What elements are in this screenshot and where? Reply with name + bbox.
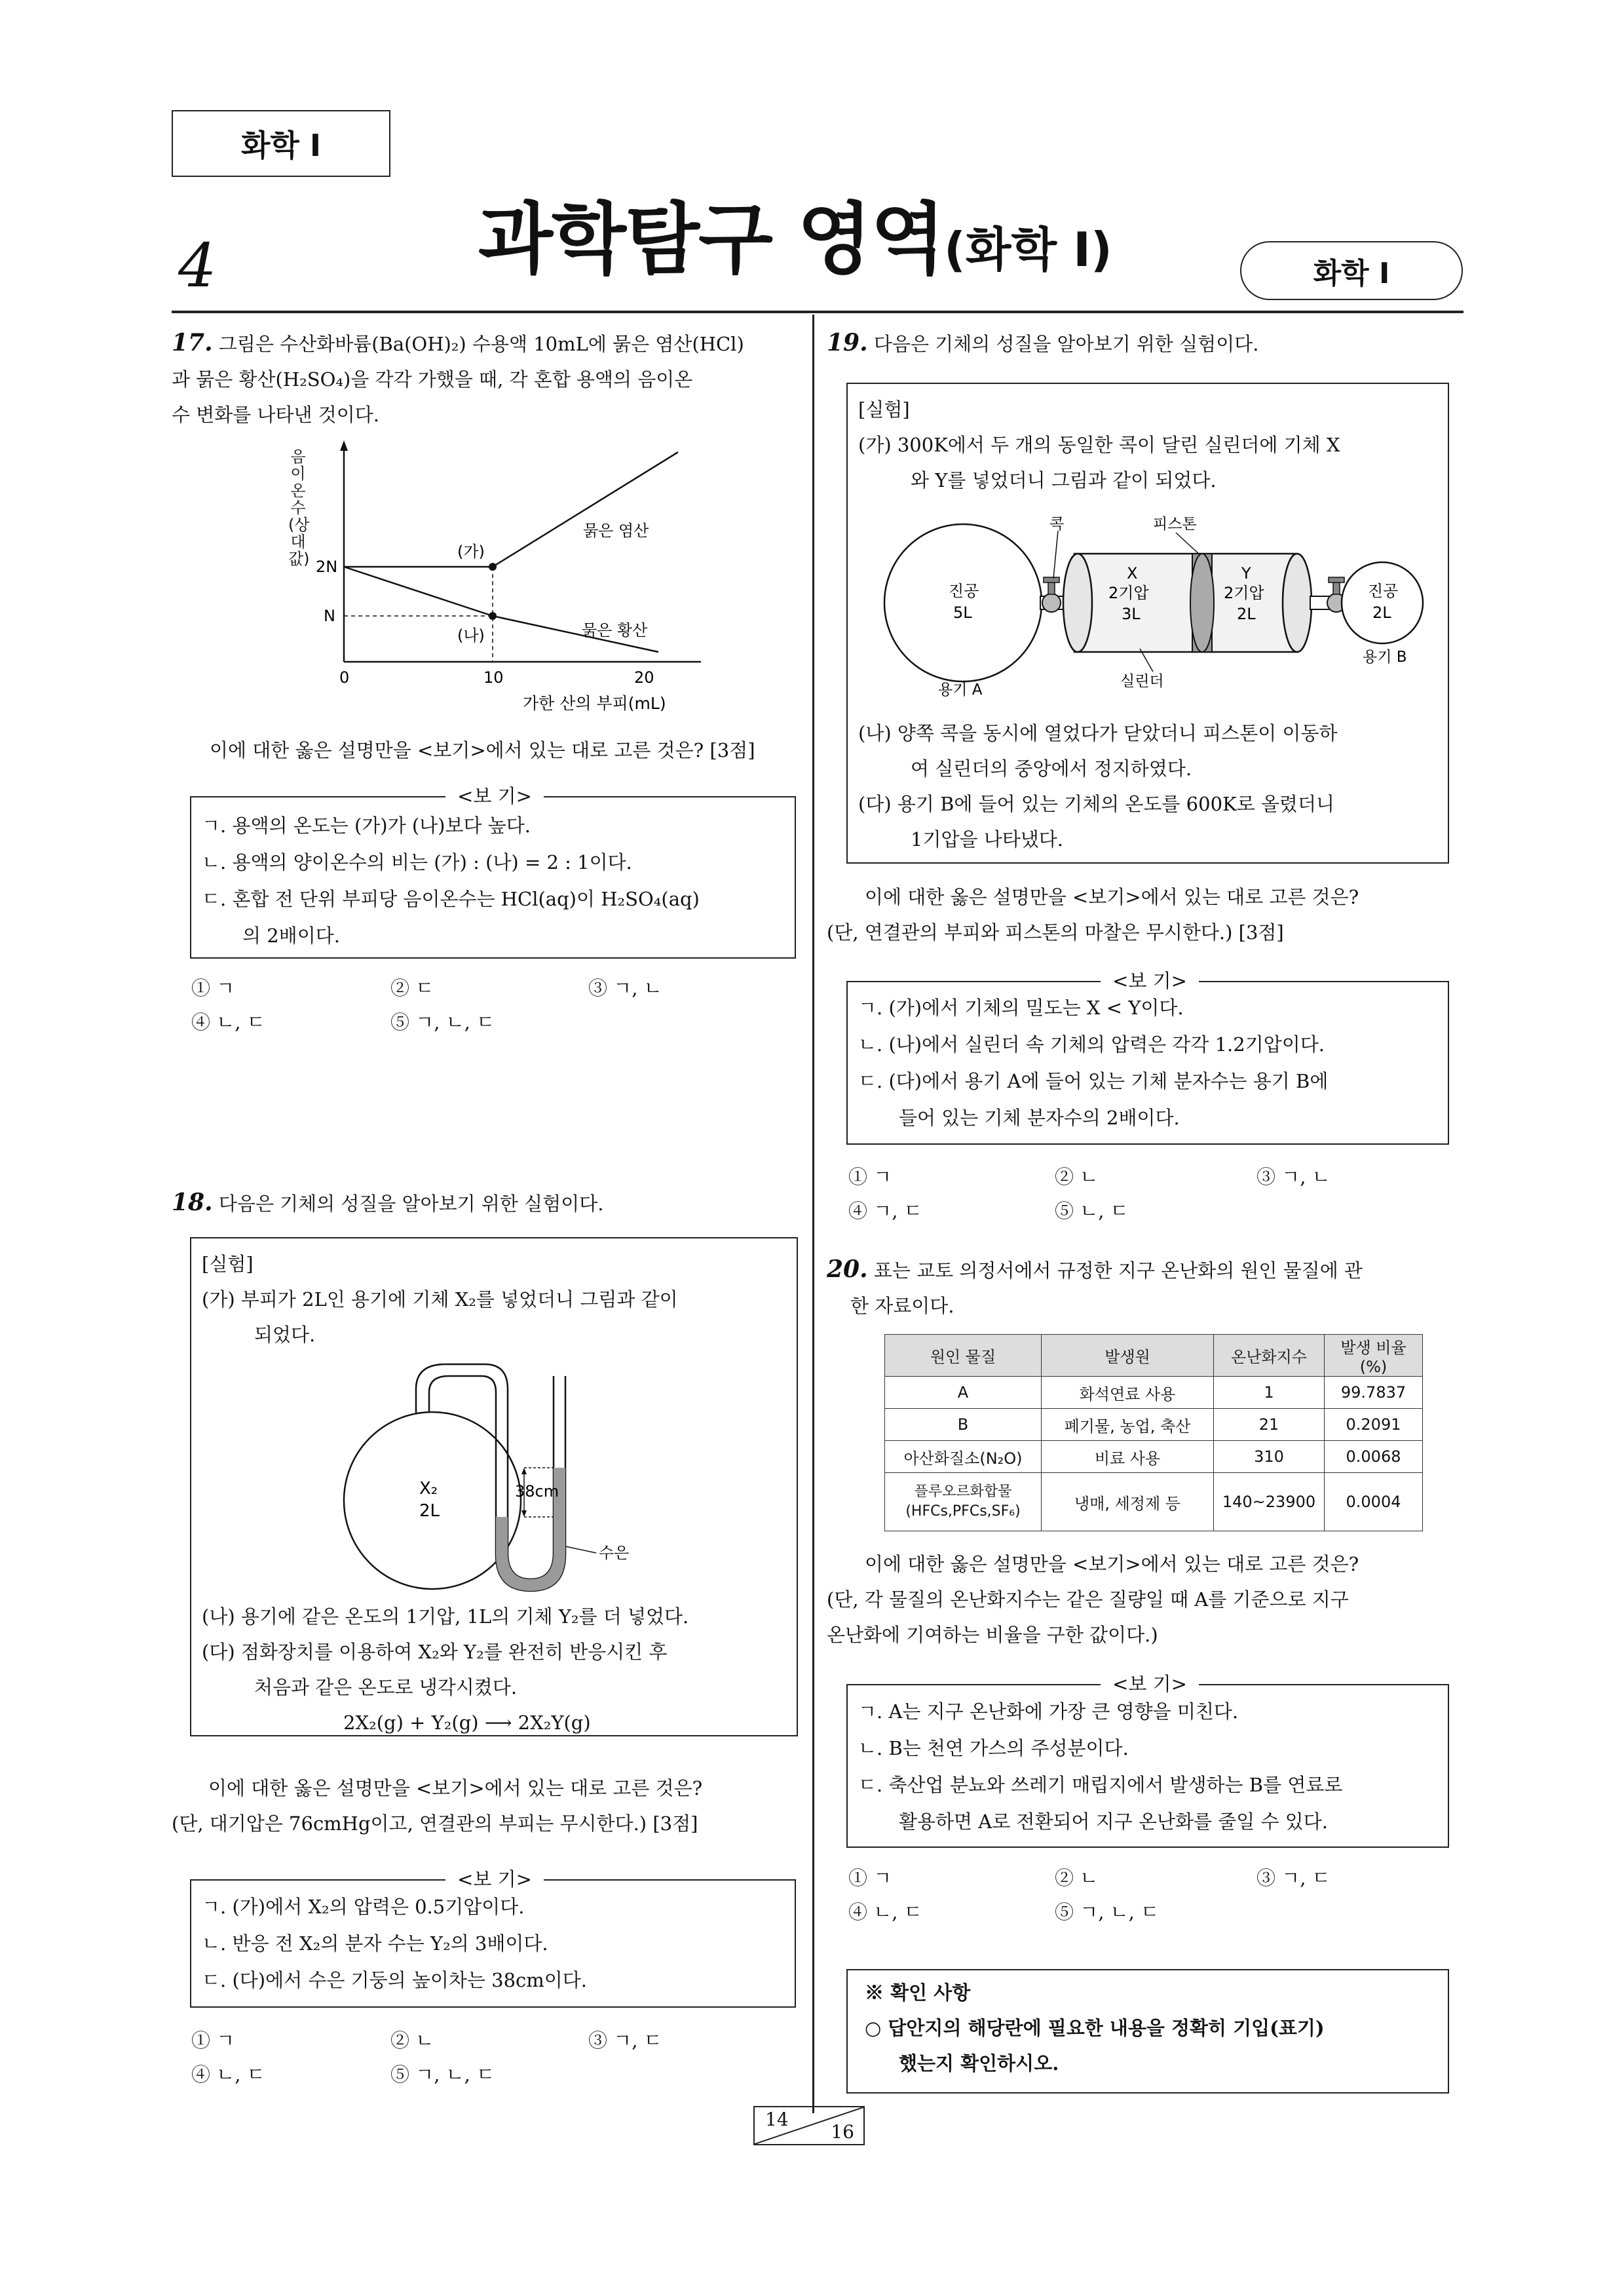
- q18-question-line1: 이에 대한 옳은 설명만을 <보기>에서 있는 대로 고른 것은?: [208, 1777, 703, 1799]
- q20-choice-2[interactable]: ② ㄴ: [1055, 1867, 1099, 1889]
- q20-question-line3: 온난화에 기여하는 비율을 구한 값이다.): [827, 1624, 1158, 1646]
- label-y-volume: 2L: [1237, 605, 1256, 623]
- q19-da-line1: (다) 용기 B에 들어 있는 기체의 온도를 600K로 올렸더니: [858, 793, 1334, 815]
- q20-number: 20.: [827, 1255, 868, 1283]
- q20-boki-3: ㄷ. 축산업 분뇨와 쓰레기 매립지에서 발생하는 B를 연료로: [858, 1774, 1343, 1796]
- xtick-20: 20: [634, 668, 654, 687]
- q19-stem: [827, 325, 1456, 362]
- q20-choice-5[interactable]: ⑤ ㄱ, ㄴ, ㄷ: [1055, 1901, 1160, 1923]
- q20-boki-head: <보 기>: [1101, 1671, 1199, 1697]
- xtick-10: 10: [483, 668, 504, 687]
- q17-text-line2: 과 묽은 황산(H₂SO₄)을 각각 가했을 때, 각 혼합 용액의 음이온: [172, 368, 693, 391]
- footer-total: 16: [831, 2121, 854, 2143]
- cell-fluoro-gwp: 140~23900: [1214, 1473, 1325, 1531]
- q19-choice-2[interactable]: ② ㄴ: [1055, 1166, 1099, 1188]
- q19-boki-head: <보 기>: [1101, 968, 1199, 994]
- q17-choice-3[interactable]: ③ ㄱ, ㄴ: [588, 977, 662, 999]
- q20-title-line1: 표는 교토 의정서에서 규정한 지구 온난화의 원인 물질에 관: [873, 1259, 1363, 1282]
- header-rule: [172, 311, 1463, 313]
- cell-b-ratio: 0.2091: [1325, 1409, 1423, 1441]
- q19-title: 다음은 기체의 성질을 알아보기 위한 실험이다.: [873, 333, 1259, 355]
- q18-number: 18.: [172, 1189, 213, 1216]
- label-cock: 콕: [1049, 516, 1065, 533]
- label-hcl: 묽은 염산: [583, 522, 649, 540]
- cell-b-gwp: 21: [1214, 1409, 1325, 1441]
- q19-boki-2: ㄴ. (나)에서 실린더 속 기체의 압력은 각각 1.2기압이다.: [858, 1033, 1325, 1056]
- q19-question-line1: 이에 대한 옳은 설명만을 <보기>에서 있는 대로 고른 것은?: [865, 886, 1359, 908]
- q18-boki-list: [202, 1888, 785, 1999]
- cell-b-source: 폐기물, 농업, 축산: [1042, 1409, 1214, 1441]
- q20-boki-4: 활용하면 A로 전환되어 지구 온난화를 줄일 수 있다.: [899, 1810, 1328, 1833]
- subject-tag: 화학 Ⅰ: [240, 128, 321, 163]
- label-y-pressure: 2기압: [1224, 584, 1264, 602]
- label-vacuum-a: 진공: [949, 582, 979, 600]
- table-row: [885, 1473, 1423, 1531]
- q18-experiment: [202, 1246, 788, 1352]
- label-mercury: 수은: [599, 1544, 630, 1562]
- label-vessel-b: 용기 B: [1363, 649, 1407, 666]
- table-row: [885, 1441, 1423, 1473]
- q20-question-line1: 이에 대한 옳은 설명만을 <보기>에서 있는 대로 고른 것은?: [865, 1553, 1359, 1575]
- q19-number: 19.: [827, 329, 868, 356]
- q19-question: [827, 879, 1456, 950]
- q19-na-line1: (나) 양쪽 콕을 동시에 열었다가 닫았더니 피스톤이 이동하: [858, 722, 1338, 744]
- q18-ga-line1: (가) 부피가 2L인 용기에 기체 X₂를 넣었더니 그림과 같이: [202, 1288, 678, 1311]
- q19-exp-head: [실험]: [858, 398, 910, 421]
- notice-head: ※ 확인 사항: [865, 1981, 971, 2004]
- cell-n2o-ratio: 0.0068: [1325, 1441, 1423, 1473]
- q19-boki-list: [858, 989, 1441, 1136]
- q17-choice-1[interactable]: ① ㄱ: [191, 977, 235, 999]
- cell-b: B: [885, 1409, 1042, 1441]
- q19-choice-5[interactable]: ⑤ ㄴ, ㄷ: [1055, 1200, 1129, 1222]
- q20-stem: [827, 1252, 1456, 1324]
- q19-apparatus: [878, 514, 1428, 701]
- page-footer: [753, 2106, 865, 2145]
- table-header-row: [885, 1335, 1423, 1377]
- q18-boki-3: ㄷ. (다)에서 수은 기둥의 높이차는 38cm이다.: [202, 1969, 588, 1991]
- label-x2: X₂: [419, 1479, 438, 1499]
- q19-na-line2: 여 실린더의 중앙에서 정지하였다.: [911, 757, 1192, 780]
- q17-choice-2[interactable]: ② ㄷ: [390, 977, 434, 999]
- cell-n2o-source: 비료 사용: [1042, 1441, 1214, 1473]
- q18-choice-3[interactable]: ③ ㄱ, ㄷ: [588, 2029, 662, 2052]
- page-number: 4: [178, 231, 217, 301]
- q20-choice-3[interactable]: ③ ㄱ, ㄷ: [1256, 1867, 1331, 1889]
- label-y: Y: [1241, 564, 1251, 583]
- q19-experiment: [858, 392, 1441, 498]
- page-title: [478, 177, 1112, 284]
- q19-question-line2: (단, 연결관의 부피와 피스톤의 마찰은 무시한다.) [3점]: [827, 921, 1284, 944]
- label-2l: 2L: [419, 1501, 440, 1521]
- q20-choice-1[interactable]: ① ㄱ: [848, 1867, 892, 1889]
- q17-choice-4[interactable]: ④ ㄴ, ㄷ: [191, 1011, 265, 1033]
- q19-ga-line2: 와 Y를 넣었더니 그림과 같이 되었다.: [911, 469, 1217, 491]
- ytick-n: N: [324, 607, 335, 625]
- cell-a-gwp: 1: [1214, 1377, 1325, 1409]
- q19-da-line2: 1기압을 나타냈다.: [911, 828, 1063, 851]
- label-38cm: 38cm: [515, 1482, 559, 1501]
- q18-da-line2: 처음과 같은 온도로 냉각시켰다.: [254, 1676, 518, 1698]
- q18-choice-5[interactable]: ⑤ ㄱ, ㄴ, ㄷ: [390, 2063, 495, 2086]
- cell-a-ratio: 99.7837: [1325, 1377, 1423, 1409]
- q18-choice-1[interactable]: ① ㄱ: [191, 2029, 235, 2052]
- q20-boki-2: ㄴ. B는 천연 가스의 주성분이다.: [858, 1737, 1129, 1759]
- notice-line1: ○ 답안지의 해당란에 필요한 내용을 정확히 기입(표기): [865, 2017, 1325, 2039]
- q20-question: [827, 1546, 1456, 1653]
- point-ga: [489, 563, 497, 571]
- q19-boki-4: 들어 있는 기체 분자수의 2배이다.: [899, 1107, 1180, 1129]
- q18-choice-2[interactable]: ② ㄴ: [390, 2029, 434, 2052]
- ytick-2n: 2N: [316, 558, 338, 576]
- label-vessel-a: 용기 A: [938, 681, 983, 698]
- q17-boki-list: [202, 807, 785, 954]
- q19-choice-4[interactable]: ④ ㄱ, ㄷ: [848, 1200, 922, 1222]
- q18-steps: [202, 1599, 788, 1740]
- q20-choice-4[interactable]: ④ ㄴ, ㄷ: [848, 1901, 922, 1923]
- q20-boki-1: ㄱ. A는 지구 온난화에 가장 큰 영향을 미친다.: [858, 1700, 1239, 1723]
- point-na: [489, 612, 497, 620]
- label-x-volume: 3L: [1122, 605, 1141, 623]
- page-title-main: 과학탐구 영역: [478, 194, 945, 284]
- q19-choice-3[interactable]: ③ ㄱ, ㄴ: [1256, 1166, 1331, 1188]
- label-x-pressure: 2기압: [1108, 584, 1149, 602]
- q17-choice-5[interactable]: ⑤ ㄱ, ㄴ, ㄷ: [390, 1011, 495, 1033]
- q18-boki-1: ㄱ. (가)에서 X₂의 압력은 0.5기압이다.: [202, 1896, 525, 1918]
- q18-question-line2: (단, 대기압은 76cmHg이고, 연결관의 부피는 무시한다.) [3점]: [172, 1812, 698, 1835]
- q17-question: 이에 대한 옳은 설명만을 <보기>에서 있는 대로 고른 것은? [3점]: [210, 739, 755, 761]
- cell-a-source: 화석연료 사용: [1042, 1377, 1214, 1409]
- label-vol-b: 2L: [1372, 603, 1391, 622]
- q19-choice-1[interactable]: ① ㄱ: [848, 1166, 892, 1188]
- cell-fluoro-ratio: 0.0004: [1325, 1473, 1423, 1531]
- notice-line2: 했는지 확인하시오.: [899, 2052, 1059, 2075]
- q17-boki-head: <보 기>: [445, 783, 544, 809]
- label-ga: (가): [457, 543, 485, 561]
- q17-text-line3: 수 변화를 나타낸 것이다.: [172, 404, 380, 426]
- q18-na: (나) 용기에 같은 온도의 1기압, 1L의 기체 Y₂를 더 넣었다.: [202, 1605, 689, 1628]
- q17-graph: [275, 439, 734, 714]
- q19-ga-line1: (가) 300K에서 두 개의 동일한 콕이 달린 실린더에 기체 X: [858, 434, 1340, 456]
- cell-fluoro: 플루오르화합물 (HFCs,PFCs,SF₆): [885, 1473, 1042, 1531]
- q18-boki-2: ㄴ. 반응 전 X₂의 분자 수는 Y₂의 3배이다.: [202, 1932, 548, 1955]
- subject-tag-box: [172, 110, 390, 177]
- q20-boki-list: [858, 1693, 1441, 1840]
- q20-table: [884, 1334, 1423, 1531]
- cell-n2o: 아산화질소(N₂O): [885, 1441, 1042, 1473]
- q17-boki-3: ㄷ. 혼합 전 단위 부피당 음이온수는 HCl(aq)이 H₂SO₄(aq): [202, 888, 700, 910]
- q18-stem: [172, 1185, 797, 1221]
- q17-boki-4: 의 2배이다.: [242, 925, 340, 947]
- col-source: 발생원: [1042, 1335, 1214, 1377]
- label-x: X: [1127, 564, 1138, 583]
- q18-boki-head: <보 기>: [445, 1866, 544, 1892]
- table-row: [885, 1409, 1423, 1441]
- label-vacuum-b: 진공: [1368, 582, 1399, 600]
- q18-equation: 2X₂(g) + Y₂(g) ⟶ 2X₂Y(g): [343, 1712, 591, 1734]
- notice: [865, 1975, 1441, 2081]
- label-na: (나): [457, 626, 485, 645]
- q19-steps: [858, 716, 1445, 857]
- q17-boki-1: ㄱ. 용액의 온도는 (가)가 (나)보다 높다.: [202, 814, 531, 837]
- q18-ga-line2: 되었다.: [254, 1324, 316, 1346]
- q19-boki-3: ㄷ. (다)에서 용기 A에 들어 있는 기체 분자수는 용기 B에: [858, 1070, 1329, 1092]
- q18-choice-4[interactable]: ④ ㄴ, ㄷ: [191, 2063, 265, 2086]
- footer-page: 14: [765, 2109, 789, 2130]
- q18-apparatus: [328, 1356, 668, 1599]
- label-h2so4: 묽은 황산: [582, 621, 648, 640]
- page-title-paren: (화학 Ⅰ): [944, 222, 1112, 277]
- right-subject-tag: 화학 Ⅰ: [1240, 241, 1463, 300]
- col-substance: 원인 물질: [885, 1335, 1042, 1377]
- q17-boki-2: ㄴ. 용액의 양이온수의 비는 (가) : (나) = 2 : 1이다.: [202, 851, 632, 873]
- q17-number: 17.: [172, 329, 213, 356]
- xtick-0: 0: [339, 668, 350, 687]
- q18-title: 다음은 기체의 성질을 알아보기 위한 실험이다.: [218, 1193, 604, 1215]
- q17-stem: [172, 325, 797, 432]
- q20-question-line2: (단, 각 물질의 온난화지수는 같은 질량일 때 A를 기준으로 지구: [827, 1588, 1349, 1611]
- q18-question: [172, 1770, 797, 1841]
- cell-a: A: [885, 1377, 1042, 1409]
- label-piston: 피스톤: [1153, 516, 1197, 533]
- column-divider: [812, 315, 814, 2113]
- label-cylinder: 실린더: [1120, 673, 1164, 690]
- y-axis-label: 음이온수(상대값): [288, 448, 310, 568]
- q20-title-line2: 한 자료이다.: [850, 1295, 954, 1317]
- cock-left-icon: [1042, 577, 1061, 612]
- col-gwp: 온난화지수: [1214, 1335, 1325, 1377]
- x-axis-label: 가한 산의 부피(mL): [523, 694, 666, 713]
- q18-exp-head: [실험]: [202, 1253, 254, 1275]
- q17-text-line1: 그림은 수산화바륨(Ba(OH)₂) 수용액 10mL에 묽은 염산(HCl): [218, 333, 744, 355]
- q18-da-line1: (다) 점화장치를 이용하여 X₂와 Y₂를 완전히 반응시킨 후: [202, 1641, 668, 1663]
- label-vol-a: 5L: [953, 603, 972, 622]
- table-row: [885, 1377, 1423, 1409]
- col-ratio: 발생 비율(%): [1325, 1335, 1423, 1377]
- cell-fluoro-source: 냉매, 세정제 등: [1042, 1473, 1214, 1531]
- cell-n2o-gwp: 310: [1214, 1441, 1325, 1473]
- q19-boki-1: ㄱ. (가)에서 기체의 밀도는 X < Y이다.: [858, 997, 1184, 1019]
